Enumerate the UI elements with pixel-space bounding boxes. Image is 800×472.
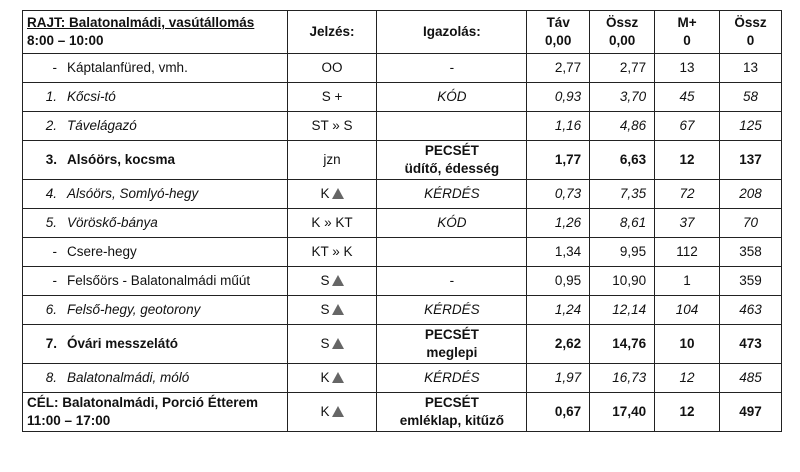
ossz2-header-label: Össz [734, 15, 767, 30]
distance-cell: 1,34 [527, 238, 590, 267]
checkpoint-label: Vöröskő-bánya [67, 215, 158, 230]
distance-cell: 2,77 [527, 54, 590, 83]
marking-cell [287, 393, 377, 432]
total-distance-cell: 14,76 [590, 325, 655, 364]
checkpoint-number: 3. [45, 152, 57, 167]
verification-cell: KÉRDÉS [377, 296, 527, 325]
ossz-start-value: 0,00 [608, 33, 636, 48]
marking-letter: S [320, 273, 330, 288]
table-row [23, 112, 782, 141]
start-time: 8:00 – 10:00 [27, 33, 104, 48]
distance-cell: 0,95 [527, 267, 590, 296]
distance-cell: 1,24 [527, 296, 590, 325]
total-distance-cell: 4,86 [590, 112, 655, 141]
checkpoint-label: Felsőörs - Balatonalmádi műút [67, 273, 251, 288]
checkpoint-number: 2. [45, 118, 57, 133]
distance-cell: 0,93 [527, 83, 590, 112]
total-elevation-cell: 125 [720, 112, 782, 141]
marking-cell: KT » K [287, 238, 377, 267]
finish-row [23, 393, 782, 432]
elevation-cell: 37 [655, 209, 720, 238]
verification-note: emléklap, kitűző [399, 413, 504, 428]
checkpoint-label: Kőcsi-tó [67, 89, 116, 104]
mplus-header [655, 11, 720, 54]
triangle-icon [332, 338, 344, 349]
marking-letter: K [320, 404, 330, 419]
verification-note: üdítő, édesség [404, 161, 500, 176]
total-elevation-cell: 485 [720, 364, 782, 393]
marking-cell: jzn [287, 141, 377, 180]
verification-cell: - [377, 267, 527, 296]
checkpoint-number: 5. [45, 215, 57, 230]
checkpoint-name [23, 364, 288, 393]
distance-cell: 0,73 [527, 180, 590, 209]
total-distance-cell: 16,73 [590, 364, 655, 393]
total-distance-cell: 6,63 [590, 141, 655, 180]
elevation-cell: 13 [655, 54, 720, 83]
finish-time: 11:00 – 17:00 [27, 413, 111, 428]
checkpoint-number: 7. [45, 336, 57, 351]
triangle-icon [332, 275, 344, 286]
distance-cell: 0,67 [527, 393, 590, 432]
total-elevation-cell: 463 [720, 296, 782, 325]
checkpoint-name [23, 267, 288, 296]
distance-cell: 1,26 [527, 209, 590, 238]
verification-note: meglepi [426, 345, 478, 360]
table-row [23, 296, 782, 325]
finish-cell [23, 393, 288, 432]
total-elevation-cell: 358 [720, 238, 782, 267]
ossz-header [590, 11, 655, 54]
marking-letter: K [320, 186, 330, 201]
checkpoint-name [23, 296, 288, 325]
total-elevation-cell: 58 [720, 83, 782, 112]
elevation-cell: 1 [655, 267, 720, 296]
table-row [23, 325, 782, 364]
checkpoint-name [23, 238, 288, 267]
triangle-icon [332, 188, 344, 199]
checkpoint-name [23, 180, 288, 209]
total-distance-cell: 3,70 [590, 83, 655, 112]
ossz2-header [720, 11, 782, 54]
verification-cell: KÓD [377, 209, 527, 238]
verification-cell [377, 112, 527, 141]
total-elevation-cell: 208 [720, 180, 782, 209]
elevation-cell: 112 [655, 238, 720, 267]
total-distance-cell: 2,77 [590, 54, 655, 83]
tav-header [527, 11, 590, 54]
total-distance-cell: 10,90 [590, 267, 655, 296]
triangle-icon [332, 372, 344, 383]
mplus-header-label: M+ [677, 15, 697, 30]
elevation-cell: 12 [655, 364, 720, 393]
verification-cell [377, 325, 527, 364]
checkpoint-number: 1. [45, 89, 57, 104]
total-elevation-cell: 70 [720, 209, 782, 238]
checkpoint-label: Távelágazó [67, 118, 137, 133]
verification-type: PECSÉT [424, 395, 479, 410]
checkpoint-name [23, 325, 288, 364]
header-row [23, 11, 782, 54]
tav-header-label: Táv [546, 15, 570, 30]
checkpoint-label: Alsóörs, kocsma [67, 152, 176, 167]
marking-letter: S [320, 302, 330, 317]
marking-letter: K [320, 370, 330, 385]
elevation-cell: 10 [655, 325, 720, 364]
jelzes-header: Jelzés: [287, 11, 377, 54]
checkpoint-number: - [52, 60, 57, 75]
elevation-cell: 12 [655, 141, 720, 180]
checkpoint-name [23, 209, 288, 238]
checkpoint-number: 8. [45, 370, 57, 385]
triangle-icon [332, 304, 344, 315]
checkpoint-label: Óvári messzelátó [67, 336, 179, 351]
table-row [23, 180, 782, 209]
verification-cell: KÉRDÉS [377, 364, 527, 393]
table-row [23, 83, 782, 112]
verification-type: PECSÉT [424, 143, 479, 158]
elevation-cell: 45 [655, 83, 720, 112]
verification-cell [377, 141, 527, 180]
elevation-cell: 67 [655, 112, 720, 141]
elevation-cell: 104 [655, 296, 720, 325]
checkpoint-label: Csere-hegy [67, 244, 137, 259]
table-row [23, 141, 782, 180]
checkpoint-name [23, 141, 288, 180]
checkpoint-label: Felső-hegy, geotorony [67, 302, 201, 317]
marking-cell: ST » S [287, 112, 377, 141]
verification-cell: - [377, 54, 527, 83]
start-title: RAJT: Balatonalmádi, vasútállomás [27, 15, 255, 30]
distance-cell: 1,77 [527, 141, 590, 180]
elevation-cell: 12 [655, 393, 720, 432]
total-distance-cell: 12,14 [590, 296, 655, 325]
ossz-header-label: Össz [605, 15, 639, 30]
ossz2-start-value: 0 [746, 33, 755, 48]
total-distance-cell: 8,61 [590, 209, 655, 238]
total-elevation-cell: 137 [720, 141, 782, 180]
verification-cell [377, 393, 527, 432]
tav-start-value: 0,00 [545, 33, 572, 48]
distance-cell: 1,97 [527, 364, 590, 393]
marking-cell [287, 296, 377, 325]
verification-cell: KÉRDÉS [377, 180, 527, 209]
table-row [23, 238, 782, 267]
marking-cell [287, 364, 377, 393]
marking-cell [287, 325, 377, 364]
verification-type: PECSÉT [424, 327, 479, 342]
checkpoint-label: Balatonalmádi, móló [67, 370, 190, 385]
start-cell [23, 11, 288, 54]
checkpoint-number: - [52, 273, 57, 288]
total-distance-cell: 9,95 [590, 238, 655, 267]
checkpoint-number: 6. [45, 302, 57, 317]
marking-cell [287, 267, 377, 296]
total-elevation-cell: 497 [720, 393, 782, 432]
checkpoint-name [23, 112, 288, 141]
verification-cell: KÓD [377, 83, 527, 112]
table-row [23, 364, 782, 393]
distance-cell: 1,16 [527, 112, 590, 141]
total-elevation-cell: 473 [720, 325, 782, 364]
marking-letter: S [320, 336, 330, 351]
checkpoint-number: 4. [45, 186, 57, 201]
marking-cell: K » KT [287, 209, 377, 238]
marking-cell: S + [287, 83, 377, 112]
distance-cell: 2,62 [527, 325, 590, 364]
elevation-cell: 72 [655, 180, 720, 209]
checkpoint-name [23, 83, 288, 112]
total-distance-cell: 17,40 [590, 393, 655, 432]
mplus-start-value: 0 [683, 33, 691, 48]
verification-cell [377, 238, 527, 267]
total-elevation-cell: 359 [720, 267, 782, 296]
marking-cell [287, 180, 377, 209]
checkpoint-name [23, 54, 288, 83]
checkpoint-label: Káptalanfüred, vmh. [67, 60, 188, 75]
table-row [23, 209, 782, 238]
igazolas-header: Igazolás: [377, 11, 527, 54]
triangle-icon [332, 406, 344, 417]
marking-cell: OO [287, 54, 377, 83]
table-row [23, 267, 782, 296]
table-row [23, 54, 782, 83]
finish-title: CÉL: Balatonalmádi, Porció Étterem [27, 395, 259, 410]
total-elevation-cell: 13 [720, 54, 782, 83]
checkpoint-number: - [52, 244, 57, 259]
total-distance-cell: 7,35 [590, 180, 655, 209]
checkpoint-label: Alsóörs, Somlyó-hegy [67, 186, 199, 201]
route-table [22, 10, 782, 432]
